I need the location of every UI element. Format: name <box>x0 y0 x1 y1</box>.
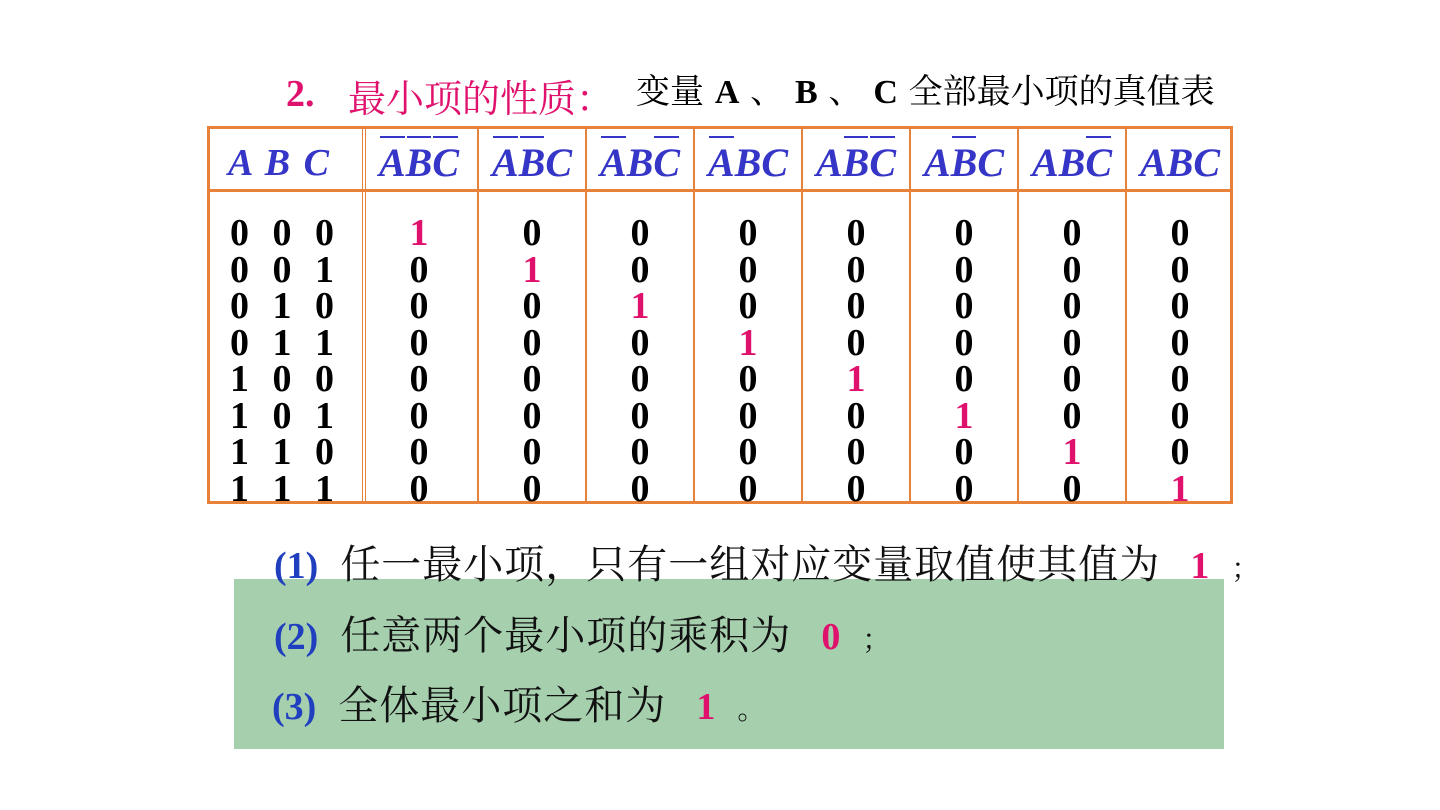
minterm-cell: 0 <box>630 212 650 254</box>
minterm-cell: 0 <box>738 467 758 510</box>
property-2-label: (2) <box>274 616 319 658</box>
minterm-cell: 1 <box>409 212 429 254</box>
minterm-cell: 0 <box>522 467 542 510</box>
negated-variable: A <box>707 140 735 185</box>
desc-var-b: B <box>795 74 818 111</box>
minterm-cell: 0 <box>1062 248 1082 291</box>
minterm-cell: 0 <box>522 285 542 327</box>
abc-row-value: 1 0 1 <box>230 394 334 437</box>
minterm-column <box>586 212 694 510</box>
minterm-cell: 0 <box>954 248 974 291</box>
desc-prefix: 变量 <box>636 72 715 112</box>
property-1-value: 1 <box>1190 545 1210 587</box>
minterm-cell: 1 <box>954 394 974 437</box>
minterm-header <box>802 139 910 187</box>
minterm-cell: 0 <box>630 248 650 291</box>
minterm-cell: 0 <box>954 285 974 327</box>
minterm-cell: 0 <box>846 321 866 364</box>
minterm-cell: 0 <box>1170 248 1190 291</box>
minterm-header <box>478 139 586 187</box>
property-2 <box>274 604 890 661</box>
minterm-cell: 1 <box>846 358 866 400</box>
abc-row-value: 0 0 0 <box>230 212 334 254</box>
minterm-cell: 0 <box>409 467 429 510</box>
minterm-cell: 0 <box>1062 394 1082 437</box>
property-3-label: (3) <box>272 686 317 728</box>
section-heading: 最小项的性质： <box>348 77 615 121</box>
minterm-cell: 0 <box>630 394 650 437</box>
minterm-cell: 1 <box>522 248 542 291</box>
minterm-cell: 0 <box>846 285 866 327</box>
minterm-cell: 0 <box>738 358 758 400</box>
minterm-cell: 0 <box>738 431 758 473</box>
variable: C <box>545 140 573 185</box>
abc-row-value: 1 1 0 <box>230 431 334 473</box>
minterm-cell: 0 <box>1062 467 1082 510</box>
section-number: 2. <box>286 73 315 115</box>
abc-row-value: 0 1 1 <box>230 321 334 364</box>
variable: C <box>977 140 1005 185</box>
minterm-cell: 0 <box>954 212 974 254</box>
minterm-cell: 0 <box>1062 212 1082 254</box>
negated-variable: C <box>432 140 460 185</box>
minterm-cell: 0 <box>1062 285 1082 327</box>
negated-variable: B <box>950 140 978 185</box>
minterm-cell: 0 <box>1170 394 1190 437</box>
negated-variable: C <box>1085 140 1113 185</box>
desc-var-c: C <box>873 74 898 111</box>
minterm-column <box>1126 212 1234 510</box>
desc-sep1: 、 <box>739 72 795 112</box>
minterm-cell: 0 <box>954 431 974 473</box>
negated-variable: B <box>842 140 870 185</box>
desc-sep2: 、 <box>817 72 874 112</box>
minterm-cell: 0 <box>409 248 429 291</box>
minterm-cell: 1 <box>738 321 758 364</box>
minterm-cell: 0 <box>954 321 974 364</box>
minterm-header <box>586 139 694 187</box>
variable: A <box>815 140 843 185</box>
minterm-header <box>1126 139 1234 187</box>
truth-table <box>207 126 1233 510</box>
variable: A <box>1139 140 1167 185</box>
section-description <box>636 74 1226 111</box>
minterm-cell: 0 <box>630 358 650 400</box>
property-1 <box>274 533 1259 590</box>
minterm-column <box>1018 212 1126 510</box>
property-2-punct: ； <box>862 623 891 656</box>
minterm-cell: 0 <box>846 248 866 291</box>
abc-row-value: 0 0 1 <box>230 248 334 291</box>
property-3-value: 1 <box>696 686 716 728</box>
minterm-column <box>910 212 1018 510</box>
minterm-cell: 0 <box>954 467 974 510</box>
minterm-cell: 0 <box>846 431 866 473</box>
desc-var-a: A <box>714 74 740 111</box>
minterm-cell: 0 <box>630 431 650 473</box>
minterm-column <box>802 212 910 510</box>
negated-variable: A <box>599 140 627 185</box>
minterm-cell: 0 <box>409 394 429 437</box>
minterm-cell: 0 <box>522 212 542 254</box>
minterm-cell: 0 <box>846 467 866 510</box>
negated-variable: A <box>491 140 519 185</box>
desc-suffix: 全部最小项的真值表 <box>897 72 1215 112</box>
minterm-cell: 0 <box>738 248 758 291</box>
minterm-cell: 0 <box>522 394 542 437</box>
abc-row-value: 1 1 1 <box>230 467 334 510</box>
minterm-column <box>478 212 586 510</box>
variable: C <box>761 140 789 185</box>
minterm-cell: 0 <box>1062 358 1082 400</box>
abc-column <box>230 212 334 510</box>
minterm-cell: 0 <box>1170 212 1190 254</box>
variable: B <box>1166 140 1194 185</box>
variable: A <box>923 140 951 185</box>
property-2-text: 任意两个最小项的乘积为 <box>340 613 792 659</box>
negated-variable: B <box>518 140 546 185</box>
variable: B <box>734 140 762 185</box>
minterm-column <box>694 212 802 510</box>
minterm-cell: 0 <box>522 321 542 364</box>
abc-row-value: 1 0 0 <box>230 358 334 400</box>
minterm-cell: 0 <box>409 358 429 400</box>
variable: C <box>1193 140 1221 185</box>
minterm-cell: 0 <box>738 285 758 327</box>
minterm-cell: 1 <box>1062 431 1082 473</box>
minterm-cell: 0 <box>738 394 758 437</box>
minterm-cell: 0 <box>522 431 542 473</box>
minterm-column <box>365 212 473 510</box>
variable: A <box>1031 140 1059 185</box>
abc-header: A B C <box>228 142 329 184</box>
minterm-cell: 1 <box>630 285 650 327</box>
minterm-cell: 0 <box>954 358 974 400</box>
minterm-header <box>1018 139 1126 187</box>
property-2-value: 0 <box>821 616 841 658</box>
variable: B <box>626 140 654 185</box>
minterm-cell: 0 <box>846 212 866 254</box>
property-1-text: 任一最小项，只有一组对应变量取值使其值为 <box>340 542 1161 588</box>
property-1-label: (1) <box>274 545 319 587</box>
minterm-cell: 0 <box>409 321 429 364</box>
negated-variable: A <box>378 140 406 185</box>
abc-row-value: 0 1 0 <box>230 285 334 327</box>
minterm-cell: 0 <box>409 285 429 327</box>
minterm-header <box>365 139 473 187</box>
minterm-cell: 0 <box>409 431 429 473</box>
variable: B <box>1058 140 1086 185</box>
property-1-punct: ； <box>1231 552 1260 585</box>
negated-variable: C <box>869 140 897 185</box>
minterm-cell: 0 <box>630 467 650 510</box>
minterm-cell: 1 <box>1170 467 1190 510</box>
minterm-cell: 0 <box>1170 358 1190 400</box>
property-3-text: 全体最小项之和为 <box>338 683 667 729</box>
minterm-cell: 0 <box>630 321 650 364</box>
minterm-cell: 0 <box>846 394 866 437</box>
minterm-cell: 0 <box>1062 321 1082 364</box>
minterm-cell: 0 <box>738 212 758 254</box>
property-3 <box>272 674 765 731</box>
property-3-punct: 。 <box>737 693 766 726</box>
negated-variable: C <box>653 140 681 185</box>
minterm-cell: 0 <box>522 358 542 400</box>
minterm-header <box>910 139 1018 187</box>
minterm-cell: 0 <box>1170 285 1190 327</box>
negated-variable: B <box>405 140 433 185</box>
minterm-cell: 0 <box>1170 431 1190 473</box>
minterm-header <box>694 139 802 187</box>
minterm-cell: 0 <box>1170 321 1190 364</box>
